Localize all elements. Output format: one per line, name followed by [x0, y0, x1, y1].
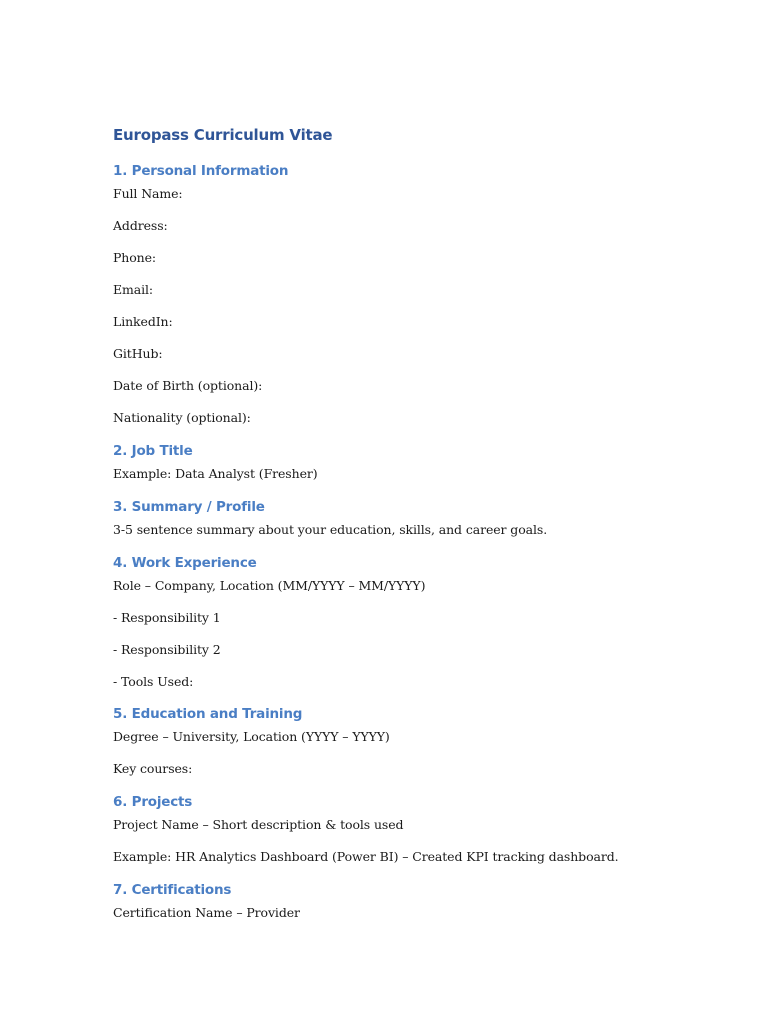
field-date-of-birth: Date of Birth (optional): — [113, 378, 263, 393]
field-github: GitHub: — [113, 346, 163, 361]
work-tools-used: - Tools Used: — [113, 674, 194, 689]
education-degree-line: Degree – University, Location (YYYY – YYYY) — [113, 729, 390, 744]
field-full-name: Full Name: — [113, 186, 183, 201]
work-role-line: Role – Company, Location (MM/YYYY – MM/YYYY) — [113, 578, 426, 593]
field-address: Address: — [113, 218, 168, 233]
job-title-example: Example: Data Analyst (Fresher) — [113, 466, 318, 481]
document-title: Europass Curriculum Vitae — [113, 126, 333, 144]
project-example-line: Example: HR Analytics Dashboard (Power BI) – Created KPI tracking dashboard. — [113, 849, 619, 864]
section-heading-work-experience: 4. Work Experience — [113, 555, 257, 571]
summary-text: 3-5 sentence summary about your education, skills, and career goals. — [113, 522, 548, 537]
section-heading-personal-information: 1. Personal Information — [113, 163, 289, 179]
section-heading-education: 5. Education and Training — [113, 706, 303, 722]
certification-line: Certification Name – Provider — [113, 905, 300, 920]
field-nationality: Nationality (optional): — [113, 410, 251, 425]
education-key-courses: Key courses: — [113, 761, 193, 776]
field-linkedin: LinkedIn: — [113, 314, 173, 329]
field-phone: Phone: — [113, 250, 157, 265]
field-email: Email: — [113, 282, 154, 297]
work-responsibility-1: - Responsibility 1 — [113, 610, 221, 625]
section-heading-summary: 3. Summary / Profile — [113, 499, 265, 515]
section-heading-certifications: 7. Certifications — [113, 882, 232, 898]
project-name-line: Project Name – Short description & tools used — [113, 817, 404, 832]
section-heading-projects: 6. Projects — [113, 794, 193, 810]
section-heading-job-title: 2. Job Title — [113, 443, 193, 459]
work-responsibility-2: - Responsibility 2 — [113, 642, 221, 657]
